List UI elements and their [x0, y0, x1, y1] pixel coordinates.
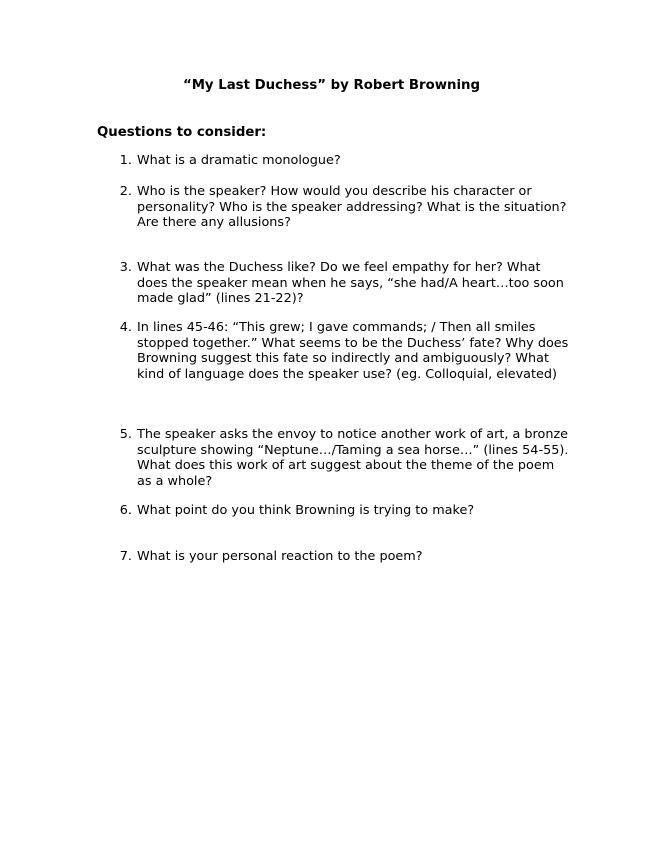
question-number: 5.: [119, 427, 132, 442]
document-title: “My Last Duchess” by Robert Browning: [182, 78, 481, 93]
question-item-7: [112, 549, 572, 565]
question-number: 7.: [119, 549, 132, 564]
question-number: 1.: [119, 153, 132, 168]
question-item-4: [112, 320, 572, 382]
question-text: What point do you think Browning is trying to make?: [137, 503, 475, 518]
question-item-2: [112, 184, 572, 231]
question-text: The speaker asks the envoy to notice another work of art, a bronze sculpture showing “Neptune…/Taming a sea horse…” (lines 54-55). What does this work of art suggest about the theme of the poem as a whole?: [137, 427, 569, 489]
question-text: Who is the speaker? How would you describe his character or personality? Who is the speaker addressing? What is the situation? Are there any allusions?: [137, 184, 567, 231]
question-item-1: [112, 153, 572, 169]
question-item-3: [112, 260, 572, 307]
question-number: 2.: [119, 184, 132, 199]
question-text: In lines 45-46: “This grew; I gave commands; / Then all smiles stopped together.” What seems to be the Duchess’ fate? Why does Browning suggest this fate so indirectly and ambiguously? What kind of language does the speaker use? (eg. Colloquial, elevated): [137, 320, 569, 382]
question-item-5: [112, 427, 572, 489]
question-number: 3.: [119, 260, 132, 275]
question-text: What is a dramatic monologue?: [137, 153, 341, 168]
question-item-6: [112, 503, 572, 519]
question-number: 4.: [119, 320, 132, 335]
question-text: What is your personal reaction to the poem?: [137, 549, 423, 564]
question-number: 6.: [119, 503, 132, 518]
question-text: What was the Duchess like? Do we feel empathy for her? What does the speaker mean when he says, “she had/A heart…too soon made glad” (lines 21-22)?: [137, 260, 564, 307]
section-heading: Questions to consider:: [97, 125, 267, 140]
